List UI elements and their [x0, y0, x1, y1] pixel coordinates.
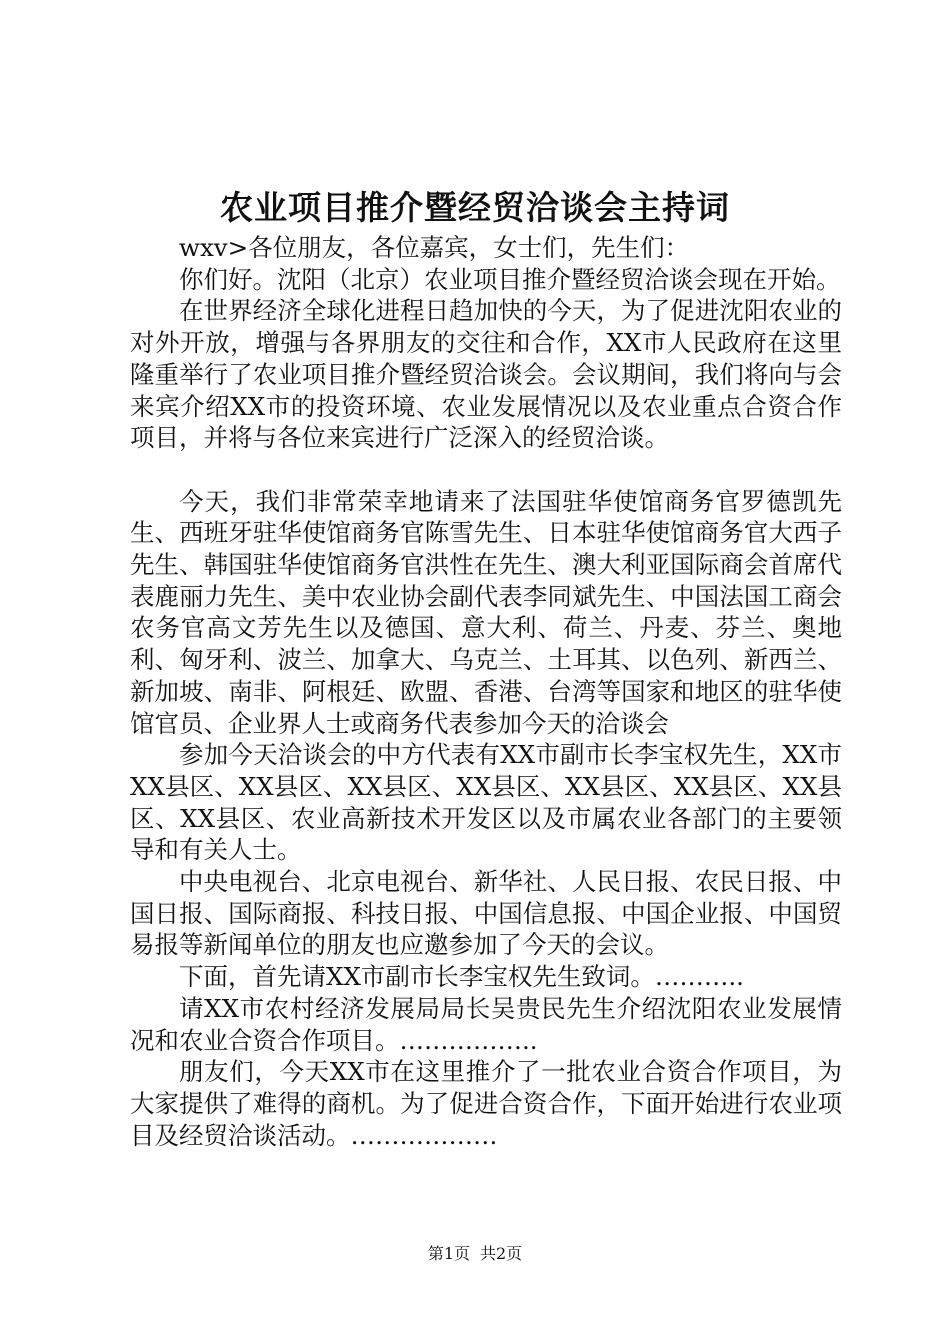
paragraph-chinese-delegates: 参加今天洽谈会的中方代表有XX市副市长李宝权先生，XX市XX县区、XX县区、XX县区、XX县区、XX县区、XX县区、XX县区、XX县区、农业高新技术开发区以及市属农业各部门的主要领导和有关人士。 — [130, 740, 842, 865]
paragraph-speech-vice-mayor: 下面，首先请XX市副市长李宝权先生致词。……….. — [179, 962, 744, 992]
page-total: 共2页 — [480, 1244, 523, 1263]
paragraph-purpose: 在世界经济全球化进程日趋加快的今天，为了促进沈阳农业的对外开放，增强与各界朋友的交往和合作，XX市人民政府在这里隆重举行了农业项目推介暨经贸洽谈会。会议期间，我们将向与会来宾介绍XX市的投资环境、农业发展情况以及农业重点合资合作项目，并将与各位来宾进行广泛深入的经贸洽谈。 — [130, 296, 842, 453]
paragraph-spacer — [130, 454, 842, 486]
document-body — [130, 232, 842, 1151]
paragraph-opening: 你们好。沈阳（北京）农业项目推介暨经贸洽谈会现在开始。 — [179, 264, 841, 294]
page-number: 第1页 — [427, 1244, 470, 1263]
paragraph-media: 中央电视台、北京电视台、新华社、人民日报、农民日报、中国日报、国际商报、科技日报、中国信息报、中国企业报、中国贸易报等新闻单位的朋友也应邀参加了今天的会议。 — [130, 867, 842, 960]
paragraph-speech-bureau-director: 请XX市农村经济发展局局长吴贵民先生介绍沈阳农业发展情况和农业合资合作项目。…………….. — [130, 993, 842, 1055]
paragraph-greeting: wxv>各位朋友，各位嘉宾，女士们，先生们： — [179, 233, 690, 262]
page-footer — [0, 1243, 950, 1265]
paragraph-closing: 朋友们，今天XX市在这里推介了一批农业合资合作项目，为大家提供了难得的商机。为了促进合资合作，下面开始进行农业项目及经贸洽谈活动。……………… — [130, 1057, 842, 1150]
paragraph-foreign-guests: 今天，我们非常荣幸地请来了法国驻华使馆商务官罗德凯先生、西班牙驻华使馆商务官陈雪先生、日本驻华使馆商务官大西子先生、韩国驻华使馆商务官洪性在先生、澳大利亚国际商会首席代表鹿丽力先生、美中农业协会副代表李同斌先生、中国法国工商会农务官高文芳先生以及德国、意大利、荷兰、丹麦、芬兰、奥地利、匈牙利、波兰、加拿大、乌克兰、土耳其、以色列、新西兰、新加坡、南非、阿根廷、欧盟、香港、台湾等国家和地区的驻华使馆官员、企业界人士或商务代表参加今天的洽谈会 — [130, 486, 842, 738]
document-title: 农业项目推介暨经贸洽谈会主持词 — [220, 188, 730, 227]
